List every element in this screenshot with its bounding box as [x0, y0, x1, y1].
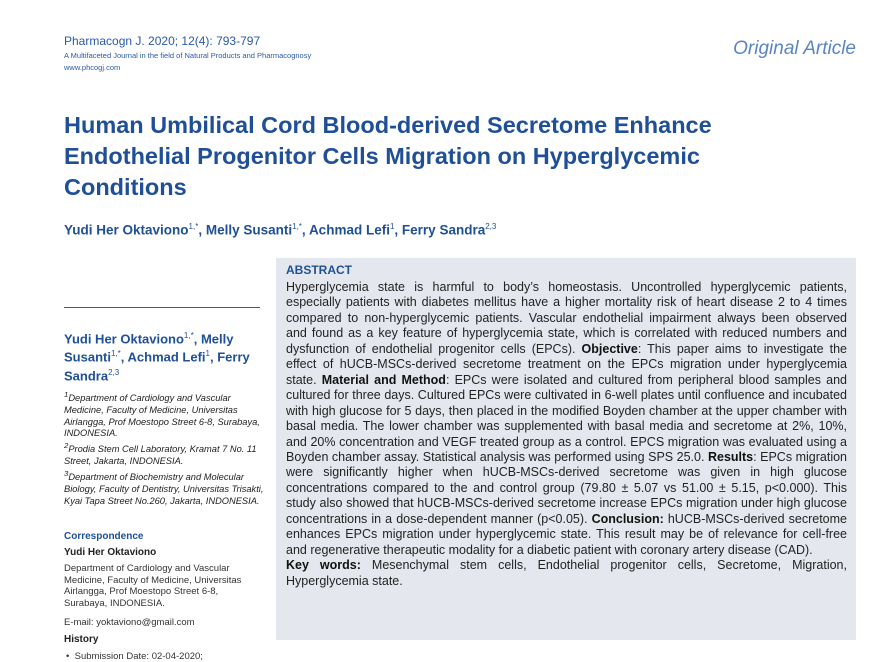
keywords-label: Key words:	[286, 558, 361, 573]
results-text: : EPCs migration were significantly higher when hUCB-MSCs-derived secretome was given in high glucose concentrations compared to the and control group (79.80 ± 5.07 vs 51.00 ± 5.15, p<0.000). This study also showed that hUCB-MSCs-derived secretome increase EPCs migration under high glucose concentrations in a dose-dependent manner (p<0.05).	[286, 449, 848, 526]
correspondence-name: Yudi Her Oktaviono	[64, 547, 157, 558]
author-affil: 1	[389, 222, 395, 231]
sidebar-author-sup: 2,3	[108, 367, 120, 377]
sidebar-author-list	[64, 328, 264, 383]
journal-subtitle: A Multifaceted Journal in the field of Natural Products and Pharmacognosy	[64, 51, 312, 60]
sidebar-author-sup: 1,*	[110, 349, 121, 359]
conclusion-label: Conclusion:	[591, 511, 664, 526]
affiliations	[64, 389, 264, 507]
correspondence-heading: Correspondence	[64, 531, 144, 542]
methods-text: : EPCs were isolated and cultured from peripheral blood samples and cultured for three days. Cultured EPCs were cultivated in 6-well plates until confluence and incubated with high glucose for 5 days, then placed in the modified Boyden chamber at the upper chamber with basal media. The lower chamber was supplemented with basal media and secretome at 2%, 10%, and 20% concentration and VEGF treated group as a control. EPCS migration was evaluated using a Boyden chamber assay. Statistical analysis was performed using SPS 25.0.	[286, 372, 847, 464]
results-label: Results	[707, 449, 754, 464]
affiliation-item	[64, 440, 264, 468]
affiliation-text: Prodia Stem Cell Laboratory, Kramat 7 No. 11 Street, Jakarta, INDONESIA.	[64, 444, 257, 467]
objective-label: Objective	[581, 341, 638, 356]
author-name: Melly Susanti	[205, 222, 293, 238]
history-heading: History	[64, 634, 99, 645]
author-affil: 2,3	[485, 222, 497, 231]
journal-citation: Pharmacogn J. 2020; 12(4): 793-797	[64, 34, 261, 48]
sidebar-author-sup: 1	[205, 349, 210, 359]
methods-label: Material and Method	[321, 372, 446, 387]
sidebar-author-text: , Achmad Lefi	[120, 349, 206, 365]
affiliation-item	[64, 389, 264, 440]
sidebar-author-text: Sandra	[64, 367, 109, 383]
correspondence-email[interactable]: E-mail: yoktaviono@gmail.com	[64, 617, 195, 628]
sidebar-author-text: , Melly	[193, 331, 234, 347]
abstract-heading: ABSTRACT	[286, 263, 352, 277]
sidebar-author-text: Yudi Her Oktaviono	[64, 331, 184, 347]
paper-title: Human Umbilical Cord Blood-derived Secretome Enhance Endothelial Progenitor Cells Migration on Hyperglycemic Conditions	[64, 112, 712, 200]
sidebar-divider	[64, 307, 260, 308]
affiliation-sup: 2	[64, 441, 69, 451]
author-name: Ferry Sandra	[401, 222, 486, 238]
history-item-text: Submission Date: 02-04-2020;	[74, 651, 203, 662]
correspondence-address: Department of Cardiology and Vascular Medicine, Faculty of Medicine, Universitas Airlangga, Prof Moestopo Street 6-8, Surabaya, INDONESIA.	[64, 563, 242, 609]
author-affil: 1,*	[292, 222, 302, 231]
affiliation-item	[64, 468, 264, 507]
author-name: Achmad Lefi	[308, 222, 390, 238]
abstract-text	[286, 280, 847, 589]
sidebar-author-text: , Ferry	[209, 349, 250, 365]
keywords-text: Mesenchymal stem cells, Endothelial progenitor cells, Secretome, Migration, Hyperglycemia state.	[286, 558, 847, 588]
sidebar-author-text: Susanti	[64, 349, 111, 365]
journal-website[interactable]: www.phcogj.com	[64, 63, 121, 72]
author-list: Yudi Her Oktaviono$^{1,*}$, Melly Susanti$^{1,*}$, Achmad Lefi$^1$, Ferry Sandra$^{2,3}$	[64, 222, 497, 238]
affiliation-text: Department of Biochemistry and Molecular Biology, Faculty of Dentistry, Universitas Trisakti, Kyai Tapa Street No.260, Jakarta, INDONESIA.	[64, 472, 264, 506]
conclusion-text: hUCB-MSCs-derived secretome enhances EPCs migration under hyperglycemic state. This result may be of relevance for cell-free and regenerative therapeutic modality for a diabetic patient with coronary artery disease (CAD).	[286, 511, 847, 557]
affiliation-text: Department of Cardiology and Vascular Medicine, Faculty of Medicine, Universitas Airlangga, Prof Moestopo Street 6-8, Surabaya, INDONESIA.	[64, 393, 260, 439]
objective-text: : This paper aims to investigate the effect of hUCB-MSCs-derived secretome treatment on the EPCs migration under hyperglycemia state.	[286, 341, 847, 387]
author-affil: 1,*	[188, 222, 199, 231]
article-type: Original Article	[733, 38, 856, 59]
affiliation-sup: 1	[64, 390, 69, 399]
history-item: • Submission Date: 02-04-2020;	[66, 651, 203, 662]
author-name: Yudi Her Oktaviono	[64, 222, 189, 238]
affiliation-sup: 3	[64, 468, 69, 478]
sidebar-author-sup: 1,*	[183, 331, 194, 340]
abstract-intro: Hyperglycemia state is harmful to body’s homeostasis. Uncontrolled hyperglycemic patients, especially patients with diabetes mellitus have a higher mortality risk of heart disease 2 to 4 times compared to non-hyperglycemic patients. Vascular endothelial impairment always been observed and found as a key feature of hyperglycemia state, which is correlated with reduced numbers and dysfunction of endothelial progenitor cells (EPCs).	[286, 280, 847, 356]
